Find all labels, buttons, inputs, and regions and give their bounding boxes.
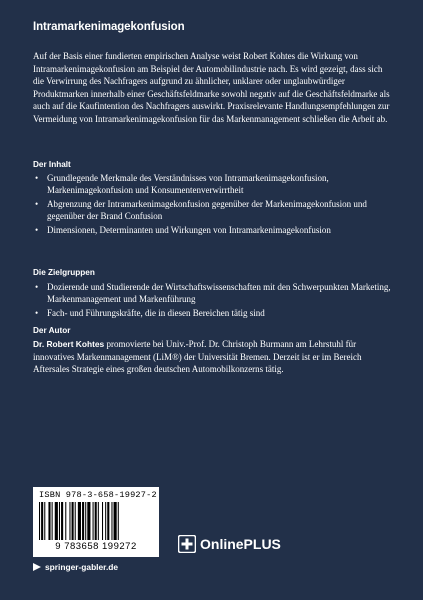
barcode-digits: 9 783658 199272 [55, 541, 137, 552]
barcode-bar [111, 502, 112, 540]
barcode-bar [55, 502, 58, 540]
barcode-bar [44, 502, 45, 540]
barcode-bar [102, 502, 103, 540]
author-name: Dr. Robert Kohtes [33, 339, 105, 349]
inhalt-heading: Der Inhalt [33, 160, 71, 169]
list-item: • Fach- und Führungskräfte, die in diesen Bereichen tätig sind [33, 307, 393, 319]
barcode-bar [59, 502, 60, 540]
barcode-bar [41, 502, 43, 540]
barcode-bar [78, 502, 81, 540]
barcode-bar [85, 502, 86, 540]
zielgruppen-list [33, 281, 393, 321]
barcode-bar [48, 502, 50, 540]
author-bio: promovierte bei Univ.-Prof. Dr. Christoph Burmann am Lehrstuhl für innovatives Markenmanagement (LiM®) der Universität Bremen. Derzeit ist er im Bereich Aftersales Strategie eines großen deutschen Automobilkonzerns tätig. [33, 339, 362, 375]
list-item: • Abgrenzung der Intramarkenimagekonfusion gegenüber der Markenimagekonfusion und gegenüber der Brand Confusion [33, 198, 393, 222]
barcode-bar [114, 502, 117, 540]
zielgruppen-heading: Die Zielgruppen [33, 268, 95, 277]
arrow-right-icon [33, 563, 41, 571]
list-item: • Dimensionen, Determinanten und Wirkungen von Intramarkenimagekonfusion [33, 224, 393, 236]
website-url: springer-gabler.de [45, 562, 119, 572]
list-item: • Grundlegende Merkmale des Verständnisses von Intramarkenimagekonfusion, Markenimagekonfusion und Konsumentenverwirrtheit [33, 172, 393, 196]
barcode-bar [93, 502, 94, 540]
barcode-bar [105, 502, 106, 540]
barcode-bar [107, 502, 109, 540]
barcode-icon [39, 502, 153, 540]
barcode-bar [69, 502, 70, 540]
inhalt-list [33, 172, 393, 238]
barcode-bar [98, 502, 99, 540]
barcode-bar [52, 502, 53, 540]
author-paragraph [33, 338, 395, 376]
barcode-bar [87, 502, 90, 540]
barcode-bar [82, 502, 84, 540]
list-item: • Dozierende und Studierende der Wirtschaftswissenschaften mit den Schwerpunkten Marketing, Markenmanagement und Markenführung [33, 281, 393, 305]
online-plus-label: OnlinePLUS [200, 536, 281, 552]
website-link[interactable] [33, 562, 118, 572]
barcode-box [33, 487, 159, 557]
online-plus-icon [178, 535, 196, 553]
barcode-bar [95, 502, 97, 540]
barcode-bar [72, 502, 74, 540]
barcode-bar [39, 502, 40, 540]
intro-paragraph: Auf der Basis einer fundierten empirischen Analyse weist Robert Kohtes die Wirkung von Intramarkenimagekonfusion am Beispiel der Automobilindustrie nach. Es wird gezeigt, dass sich die Verwirrung des Nachfragers aufgrund zu ähnlicher, unklarer oder unglaubwürdiger Produktmarken innerhalb einer Geschäftsfeldmarke sowohl negativ auf die Geschäftsfeldmarke als auch auf die Kaufintention des Nachfragers auswirkt. Praxisrelevante Handlungsempfehlungen zur Vermeidung von Intramarkenimagekonfusion für das Markenmanagement schließen die Arbeit ab. [33, 51, 390, 124]
barcode-bar [61, 502, 63, 540]
book-title: Intramarkenimagekonfusion [33, 21, 185, 33]
isbn-label: ISBN 978-3-658-19927-2 [39, 490, 157, 500]
barcode-bar [65, 502, 66, 540]
autor-heading: Der Autor [33, 326, 71, 335]
barcode-bar [118, 502, 119, 540]
barcode-bar [75, 502, 76, 540]
online-plus-badge[interactable] [178, 533, 281, 555]
